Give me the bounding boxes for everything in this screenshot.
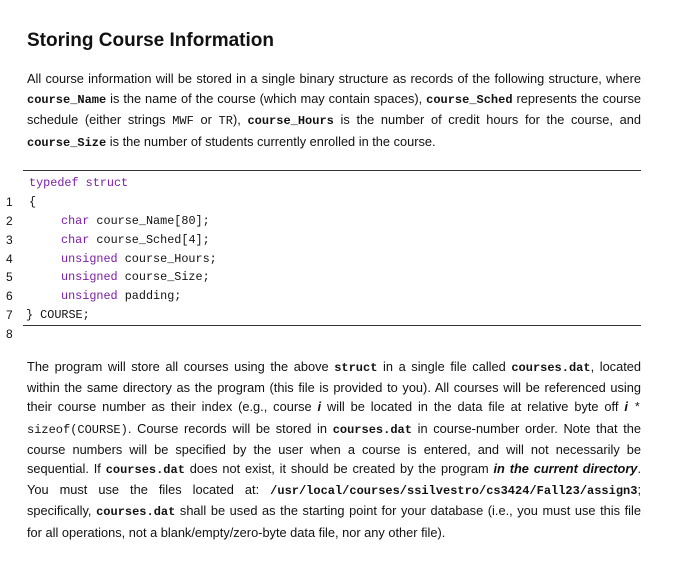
code-text: padding; bbox=[117, 289, 182, 304]
line-number: 1 bbox=[6, 194, 13, 209]
body-text-2: in a single file called bbox=[377, 359, 512, 374]
body-text-6: . Course records will be stored in bbox=[127, 420, 333, 436]
intro-text-1: All course information will be stored in a single binary structure as records of the following structure, where bbox=[27, 71, 641, 86]
code-course-hours: course_Hours bbox=[247, 114, 334, 129]
code-text: { bbox=[29, 194, 37, 209]
code-keyword: unsigned bbox=[61, 289, 118, 304]
code-block-top-rule bbox=[23, 170, 641, 171]
body-text-8: does not exist, it should be created by the program bbox=[184, 461, 494, 477]
line-number: 7 bbox=[6, 308, 13, 323]
line-number: 8 bbox=[6, 327, 13, 342]
intro-text-5: ), bbox=[232, 112, 248, 128]
intro-paragraph bbox=[27, 69, 641, 153]
code-text: course_Sched[4]; bbox=[89, 232, 210, 247]
code-keyword: char bbox=[61, 213, 90, 228]
code-keyword: char bbox=[61, 232, 90, 247]
code-courses-dat: courses.dat bbox=[96, 505, 176, 520]
code-course-size: course_Size bbox=[27, 135, 107, 150]
code-struct: struct bbox=[334, 361, 378, 375]
code-keyword: unsigned bbox=[61, 251, 118, 266]
intro-text-6: is the number of credit hours for the course, and bbox=[333, 112, 641, 128]
code-keyword: typedef struct bbox=[29, 176, 129, 190]
code-path: /usr/local/courses/ssilvestro/cs3424/Fall23/assign3 bbox=[270, 484, 638, 499]
body-text-3: , located within the same directory as the program (this file is provided to you). All courses will be referenced using their course number as their index (e.g., course bbox=[27, 359, 641, 415]
section-heading: Storing Course Information bbox=[27, 30, 274, 51]
body-text-1: The program will store all courses using the above bbox=[27, 359, 335, 374]
intro-text-3: represents the course schedule (either strings bbox=[27, 90, 641, 128]
code-listing bbox=[0, 174, 688, 342]
storage-paragraph bbox=[27, 357, 641, 542]
body-text-9: . You must use the files located at: bbox=[27, 461, 641, 498]
emphasis-current-directory: in the current directory bbox=[493, 461, 638, 477]
body-text-10: ; specifically, bbox=[27, 482, 641, 519]
code-sizeof: * sizeof(COURSE) bbox=[27, 401, 641, 437]
code-line bbox=[0, 306, 688, 342]
code-text: course_Size; bbox=[117, 270, 210, 285]
line-number: 3 bbox=[6, 232, 13, 247]
line-number: 2 bbox=[6, 213, 13, 228]
code-text: course_Hours; bbox=[117, 251, 217, 266]
body-text-7: in course-number order. Note that the course numbers will be specified by the user when a course is entered, and will not necessarily be sequential. If bbox=[27, 420, 641, 477]
code-courses-dat: courses.dat bbox=[105, 463, 185, 478]
intro-text-2: is the name of the course (which may contain spaces), bbox=[106, 90, 427, 106]
body-text-4: will be located in the data file at relative byte off bbox=[321, 399, 625, 415]
code-text: course_Name[80]; bbox=[89, 213, 210, 228]
code-courses-dat: courses.dat bbox=[511, 361, 591, 375]
code-mwf: MWF bbox=[172, 114, 194, 129]
code-course-sched: course_Sched bbox=[426, 92, 513, 107]
var-i: i bbox=[317, 399, 322, 415]
line-number: 5 bbox=[6, 270, 13, 285]
code-keyword: unsigned bbox=[61, 270, 118, 285]
intro-text-4: or bbox=[193, 112, 219, 128]
code-course-name: course_Name bbox=[27, 92, 107, 107]
line-number: 4 bbox=[6, 251, 13, 266]
code-block-bottom-rule bbox=[23, 325, 641, 326]
code-text: } COURSE; bbox=[26, 308, 90, 323]
line-number: 6 bbox=[6, 289, 13, 304]
code-courses-dat: courses.dat bbox=[332, 422, 412, 437]
code-tr: TR bbox=[218, 114, 233, 129]
intro-text-7: is the number of students currently enrolled in the course. bbox=[106, 133, 436, 149]
var-i: i bbox=[624, 399, 628, 415]
code-line bbox=[0, 174, 688, 209]
body-text-11: shall be used as the starting point for your database (i.e., you must use this file for all operations, not a blank/empty/zero-byte data file, nor any other file). bbox=[27, 503, 641, 540]
